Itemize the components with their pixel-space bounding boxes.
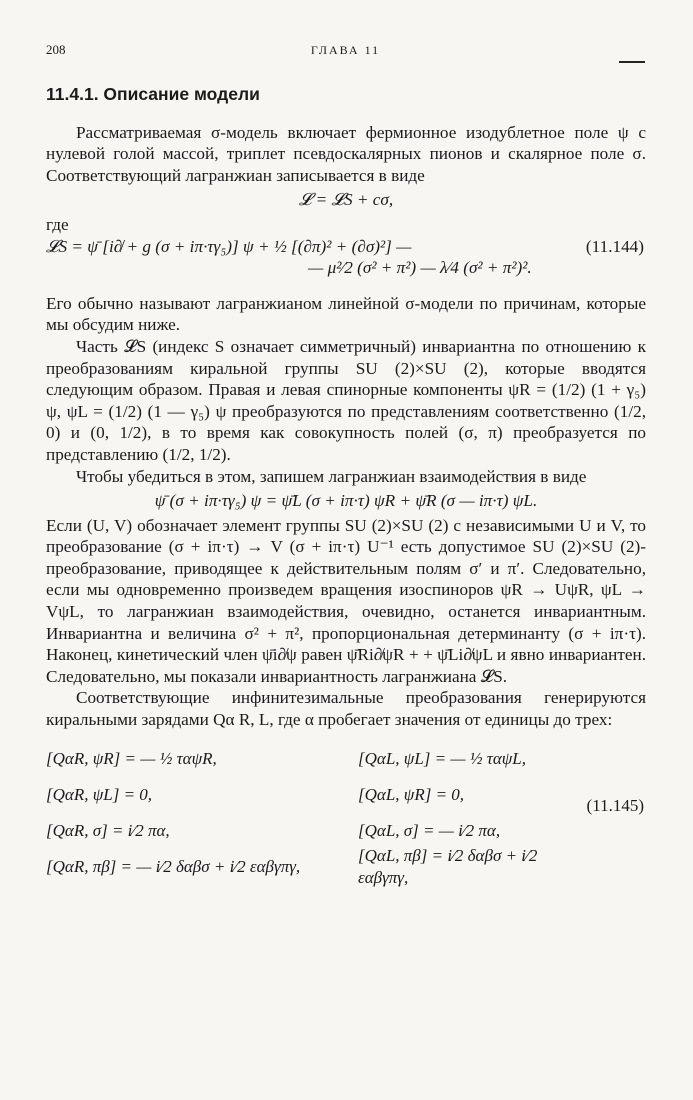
- paragraph-5: Если (U, V) обозначает элемент группы SU (2)×SU (2) с независимыми U и V, то преобразование (σ + iπ·τ) → V (σ + iπ·τ) U⁻¹ есть допустимое SU (2)×SU (2)-преобразование, приводящее к действительным полям σ′ и π′. Следовательно, если мы одновременно произведем вращения изоспиноров ψR → UψR, ψL → VψL, то лагранжиан взаимодействия, очевидно, останется инвариантным. Инвариантна и величина σ² + π², пропорциональная детерминанту (σ + iπ·τ). Наконец, кинетический член ψ̄i∂̸ψ равен ψ̄Ri∂̸ψR + + ψ̄Li∂̸ψL и явно инвариантен. Следовательно, мы показали инвариантность лагранжиана 𝓛S.: [46, 515, 646, 686]
- running-header: [46, 42, 645, 62]
- section-title: 11.4.1. Описание модели: [46, 84, 260, 104]
- page-number: 208: [46, 42, 66, 57]
- commutator-left: [QαL, πβ] = i⁄2 δαβσ + i⁄2 εαβγπγ,: [358, 846, 538, 887]
- paragraph-2: Его обычно называют лагранжианом линейной σ-модели по причинам, которые мы обсудим ниже.: [46, 293, 646, 335]
- paragraph-6: Соответствующие инфинитезимальные преобразования генерируются киральными зарядами Qα R, L, где α пробегает значения от единицы до трех:: [46, 688, 646, 730]
- commutator-left: [QαL, ψL] = — ½ ταψL,: [358, 748, 527, 768]
- commutator-row: [46, 813, 646, 849]
- commutator-left: [QαL, ψR] = 0,: [358, 784, 465, 804]
- commutator-right: [QαR, ψL] = 0,: [46, 784, 153, 804]
- paragraph-1: Рассматриваемая σ-модель включает фермионное изодублетное поле ψ с нулевой голой массой, триплет псевдоскалярных пионов и скалярное поле σ. Соответствующий лагранжиан записывается в виде: [46, 122, 646, 185]
- commutator-row: [46, 741, 646, 777]
- page-body: [46, 80, 646, 885]
- chapter-header: ГЛАВА 11: [310, 43, 381, 57]
- equation-11-145: [46, 741, 646, 885]
- commutator-right: [QαR, ψR] = — ½ ταψR,: [46, 748, 217, 768]
- paragraph-4: Чтобы убедиться в этом, запишем лагранжиан взаимодействия в виде: [76, 466, 587, 486]
- paragraph-3: Часть 𝓛S (индекс S означает симметричный) инвариантна по отношению к преобразованиям киральной группы SU (2)×SU (2), которые вводятся следующим образом. Правая и левая спинорные компоненты ψR = (1/2) (1 + γ₅) ψ, ψL = (1/2) (1 — γ₅) ψ преобразуются по представлениям соответственно (1/2, 0) и (0, 1/2), в то время как совокупность полей (σ, π) преобразуется по представлению (1/2, 1/2).: [46, 336, 646, 464]
- commutator-right: [QαR, πβ] = — i⁄2 δαβσ + i⁄2 εαβγπγ,: [46, 856, 301, 876]
- header-rule: [619, 61, 645, 63]
- commutator-left: [QαL, σ] = — i⁄2 πα,: [358, 820, 501, 840]
- commutator-right: [QαR, σ] = i⁄2 πα,: [46, 820, 170, 840]
- commutator-row: [46, 777, 646, 813]
- equation-number-11-144: (11.144): [585, 236, 644, 256]
- commutator-row: [46, 846, 646, 887]
- equation-interaction: ψ̄ (σ + iπ·τγ₅) ψ = ψ̄L (σ + iπ·τ) ψR + ψ̄R (σ — iπ·τ) ψL.: [154, 491, 538, 511]
- equation-lagrangian: 𝓛 = 𝓛S + cσ,: [298, 190, 394, 210]
- equation-11-144: [46, 236, 646, 279]
- equation-number-11-145: (11.145): [586, 795, 644, 815]
- equation-11-144-line2: — μ²⁄2 (σ² + π²) — λ⁄4 (σ² + π²)².: [308, 258, 532, 278]
- word-where: где: [46, 214, 69, 234]
- equation-11-144-line1: 𝓛S = ψ̄ [i∂̸ + g (σ + iπ·τγ₅)] ψ + ½ [(∂π)² + (∂σ)²] —: [46, 236, 412, 256]
